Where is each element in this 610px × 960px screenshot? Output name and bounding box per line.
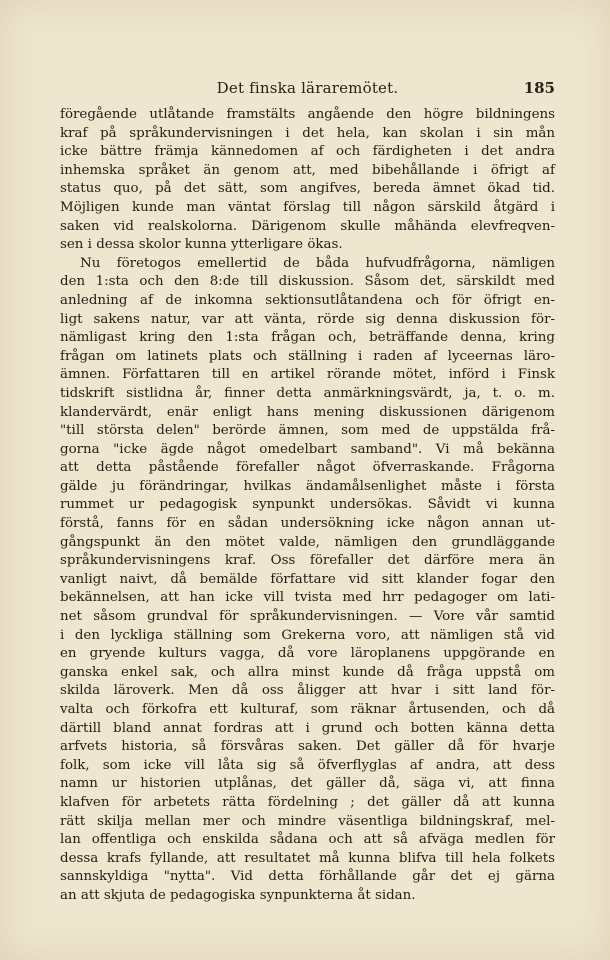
text-line: gångspunkt än den mötet valde, nämligen den grundläggande bbox=[60, 534, 555, 550]
text-line: sannskyldiga "nytta". Vid detta förhållande går det ej gärna bbox=[60, 869, 555, 885]
running-title: Det finska läraremötet. bbox=[216, 79, 399, 97]
text-line: frågan om latinets plats och ställning i raden af lyceernas läro- bbox=[60, 348, 555, 364]
text-line: gorna "icke ägde något omedelbart samband". Vi må bekänna bbox=[60, 441, 555, 457]
text-line: föregående utlåtande framstälts angående den högre bildningens bbox=[60, 107, 555, 122]
text-line: Möjligen kunde man väntat förslag till någon särskild åtgärd i bbox=[60, 199, 555, 215]
text-line: net såsom grundval för språkundervisningen. — Vore vår samtid bbox=[60, 609, 555, 625]
text-line: tidskrift sistlidna år, finner detta anmärkningsvärdt, ja, t. o. m. bbox=[60, 385, 555, 401]
text-line: förstå, fanns för en sådan undersökning icke någon annan ut- bbox=[60, 516, 555, 532]
text-line: en gryende kulturs vagga, då vore läroplanens uppgörande en bbox=[60, 646, 555, 662]
text-line: bekännelsen, att han icke vill tvista med hrr pedagoger om lati- bbox=[60, 590, 555, 606]
body-text bbox=[60, 106, 555, 906]
text-line: saken vid realskolorna. Därigenom skulle måhända elevfreqven- bbox=[60, 218, 555, 234]
text-line: rummet ur pedagogisk synpunkt undersökas. Såvidt vi kunna bbox=[60, 497, 555, 513]
text-line: valta och förkofra ett kulturaf, som räknar årtusenden, och då bbox=[60, 702, 555, 717]
text-line: Nu företogos emellertid de båda hufvudfrågorna, nämligen bbox=[80, 255, 555, 271]
text-line: sen i dessa skolor kunna ytterligare ökas. bbox=[60, 237, 343, 253]
text-line: klandervärdt, enär enligt hans mening diskussionen därigenom bbox=[60, 404, 555, 420]
running-header bbox=[60, 79, 555, 97]
text-line: folk, som icke vill låta sig så öfverflyglas af andra, att dess bbox=[60, 757, 555, 773]
text-line: kraf på språkundervisningen i det hela, kan skolan i sin mån bbox=[60, 125, 555, 141]
text-line: inhemska språket än genom att, med bibehållande i öfrigt af bbox=[60, 162, 555, 178]
text-line: att detta påstående förefaller något öfverraskande. Frågorna bbox=[60, 460, 555, 476]
text-line: an att skjuta de pedagogiska synpunkterna åt sidan. bbox=[60, 887, 416, 903]
text-line: lan offentliga och enskilda sådana och att så afväga medlen för bbox=[60, 832, 555, 848]
text-line: arfvets historia, så försvåras saken. Det gäller då för hvarje bbox=[60, 739, 555, 755]
text-line: nämligast kring den 1:sta frågan och, beträffande denna, kring bbox=[60, 330, 555, 346]
text-line: "till största delen" berörde ämnen, som med de uppstälda frå- bbox=[60, 423, 555, 439]
text-line: ligt sakens natur, var att vänta, rörde sig denna diskussion för- bbox=[60, 311, 555, 327]
page-number: 185 bbox=[523, 79, 555, 97]
text-line: namn ur historien utplånas, det gäller då, säga vi, att finna bbox=[60, 776, 555, 792]
text-line: språkundervisningens kraf. Oss förefaller det därföre mera än bbox=[60, 553, 555, 569]
text-line: gälde ju förändringar, hvilkas ändamålsenlighet måste i första bbox=[60, 478, 555, 494]
text-line: status quo, på det sätt, som angifves, bereda ämnet ökad tid. bbox=[60, 181, 555, 197]
text-line: därtill bland annat fordras att i grund och botten känna detta bbox=[60, 720, 555, 736]
text-line: anledning af de inkomna sektionsutlåtandena och för öfrigt en- bbox=[60, 292, 555, 308]
text-line: vanligt naivt, då bemälde författare vid sitt klander fogar den bbox=[60, 571, 555, 587]
text-line: icke bättre främja kännedomen af och färdigheten i det andra bbox=[60, 144, 555, 160]
text-line: rätt skilja mellan mer och mindre väsentliga bildningskraf, mel- bbox=[60, 813, 555, 829]
text-line: skilda läroverk. Men då oss åligger att hvar i sitt land för- bbox=[60, 683, 555, 699]
text-line: ganska enkel sak, och allra minst kunde då fråga uppstå om bbox=[60, 664, 555, 680]
text-line: dessa krafs fyllande, att resultatet må kunna blifva till hela folkets bbox=[60, 850, 555, 866]
text-line: i den lyckliga ställning som Grekerna voro, att nämligen stå vid bbox=[60, 627, 555, 643]
text-line: klafven för arbetets rätta fördelning ; det gäller då att kunna bbox=[60, 794, 555, 810]
text-line: den 1:sta och den 8:de till diskussion. Såsom det, särskildt med bbox=[60, 274, 555, 290]
text-line: ämnen. Författaren till en artikel rörande mötet, införd i Finsk bbox=[60, 367, 555, 383]
